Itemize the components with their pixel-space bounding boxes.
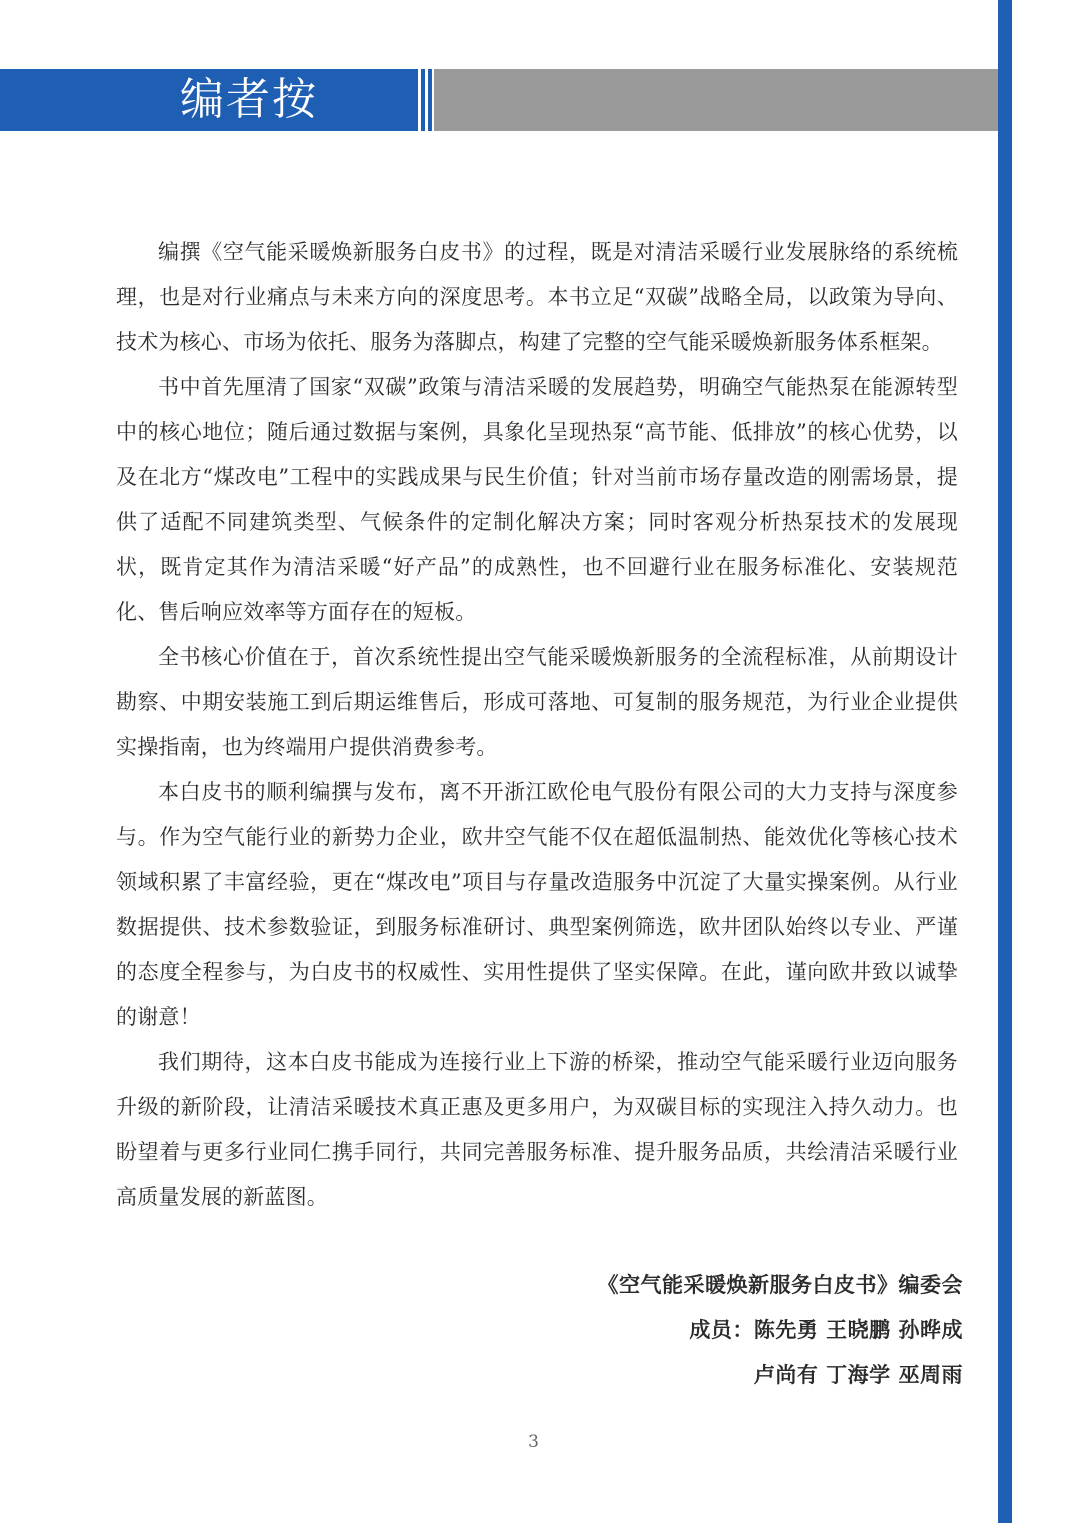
paragraph: 编撰《空气能采暖焕新服务白皮书》的过程，既是对清洁采暖行业发展脉络的系统梳理，也是对行业痛点与未来方向的深度思考。本书立足“双碳”战略全局，以政策为导向、技术为核心、市场为依托、服务为落脚点，构建了完整的空气能采暖焕新服务体系框架。 [116, 240, 958, 354]
committee-name: 《空气能采暖焕新服务白皮书》编委会 [597, 1272, 963, 1297]
paragraph: 我们期待，这本白皮书能成为连接行业上下游的桥梁，推动空气能采暖行业迈向服务升级的新阶段，让清洁采暖技术真正惠及更多用户，为双碳目标的实现注入持久动力。也盼望着与更多行业同仁携手同行，共同完善服务标准、提升服务品质，共绘清洁采暖行业高质量发展的新蓝图。 [116, 1050, 958, 1209]
paragraph: 本白皮书的顺利编撰与发布，离不开浙江欧伦电气股份有限公司的大力支持与深度参与。作为空气能行业的新势力企业，欧井空气能不仅在超低温制热、能效优化等核心技术领域积累了丰富经验，更在“煤改电”项目与存量改造服务中沉淀了大量实操案例。从行业数据提供、技术参数验证，到服务标准研讨、典型案例筛选，欧井团队始终以专业、严谨的态度全程参与，为白皮书的权威性、实用性提供了坚实保障。在此，谨向欧井致以诚挚的谢意！ [116, 780, 958, 1029]
header-divider-stripe [421, 69, 425, 131]
editor-note-body [116, 230, 958, 1220]
paragraph: 书中首先厘清了国家“双碳”政策与清洁采暖的发展趋势，明确空气能热泵在能源转型中的核心地位；随后通过数据与案例，具象化呈现热泵“高节能、低排放”的核心优势，以及在北方“煤改电”工程中的实践成果与民生价值；针对当前市场存量改造的刚需场景，提供了适配不同建筑类型、气候条件的定制化解决方案；同时客观分析热泵技术的发展现状，既肯定其作为清洁采暖“好产品”的成熟性，也不回避行业在服务标准化、安装规范化、售后响应效率等方面存在的短板。 [116, 375, 958, 624]
page-number: 3 [528, 1432, 539, 1452]
members-line: 卢尚有 丁海学 巫周雨 [753, 1362, 963, 1387]
members-line: 成员：陈先勇 王晓鹏 孙晔成 [689, 1317, 963, 1342]
paragraph: 全书核心价值在于，首次系统性提出空气能采暖焕新服务的全流程标准，从前期设计勘察、中期安装施工到后期运维售后，形成可落地、可复制的服务规范，为行业企业提供实操指南，也为终端用户提供消费参考。 [116, 645, 958, 759]
right-edge-bar [998, 0, 1012, 1523]
header-divider-stripe [428, 69, 432, 131]
header-gray-band [434, 69, 998, 131]
signature-block [598, 1262, 964, 1397]
page-title: 编者按 [180, 74, 318, 125]
